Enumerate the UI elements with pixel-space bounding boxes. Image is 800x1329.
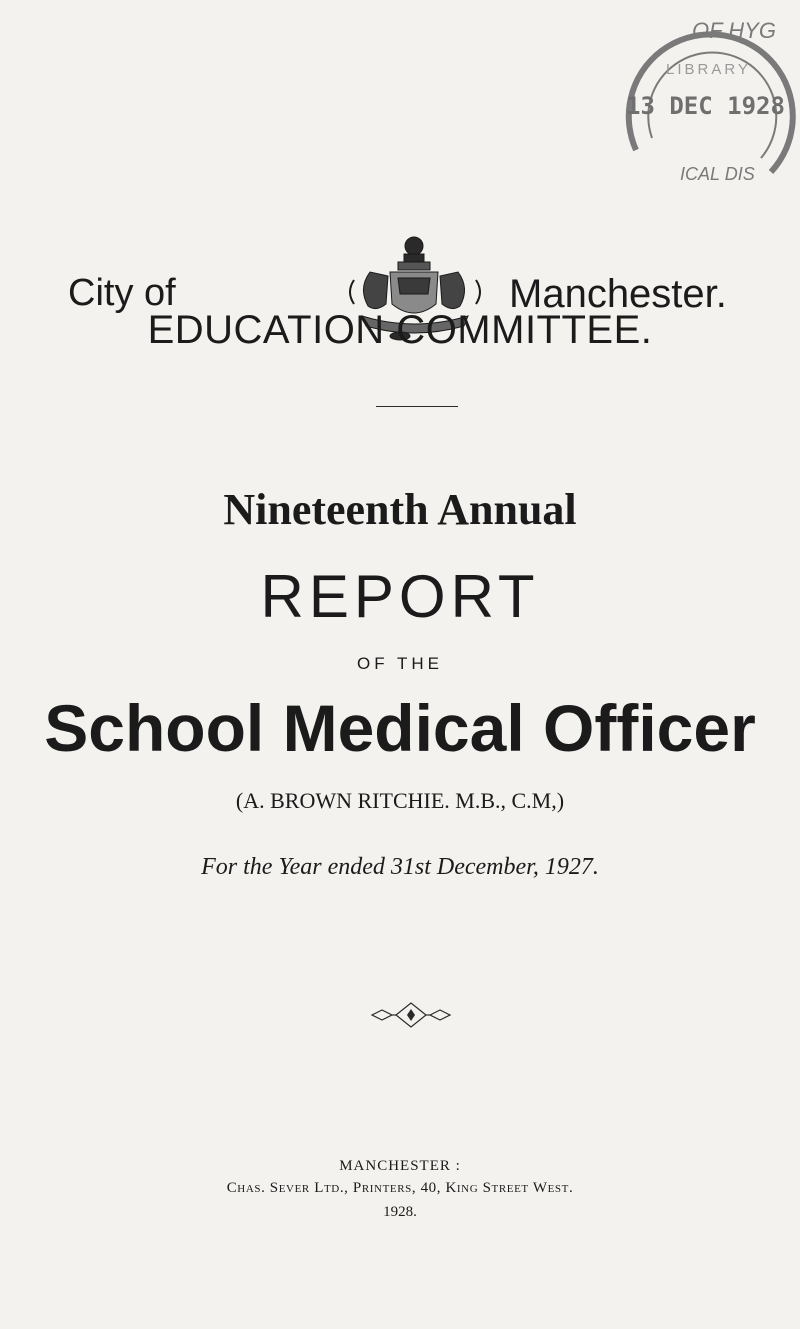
city-of-label: City of: [68, 272, 176, 314]
library-stamp: [596, 0, 800, 202]
ornament-icon: [366, 1000, 456, 1030]
stamp-bottom-text: ICAL DIS: [680, 164, 755, 184]
committee-heading: EDUCATION COMMITTEE.: [147, 308, 653, 352]
report-edition-title: Nineteenth Annual: [223, 485, 577, 534]
officer-title: School Medical Officer: [44, 691, 756, 765]
imprint-city: MANCHESTER :: [339, 1158, 461, 1174]
year-line: For the Year ended 31st December, 1927.: [201, 854, 599, 880]
author-line: (A. BROWN RITCHIE. M.B., C.M,): [235, 788, 565, 813]
report-title: REPORT: [260, 563, 540, 630]
divider-rule: [376, 406, 458, 407]
imprint-printer: Chas. Sever Ltd., Printers, 40, King Street West.: [226, 1180, 574, 1196]
stamp-library-text: LIBRARY: [666, 61, 751, 78]
of-the-label: OF THE: [356, 654, 444, 673]
stamp-top-text: OF HYG: [692, 18, 776, 43]
stamp-date-text: 13 DEC 1928: [626, 92, 785, 120]
imprint-year: 1928.: [383, 1204, 417, 1220]
manchester-label: Manchester.: [509, 272, 727, 316]
